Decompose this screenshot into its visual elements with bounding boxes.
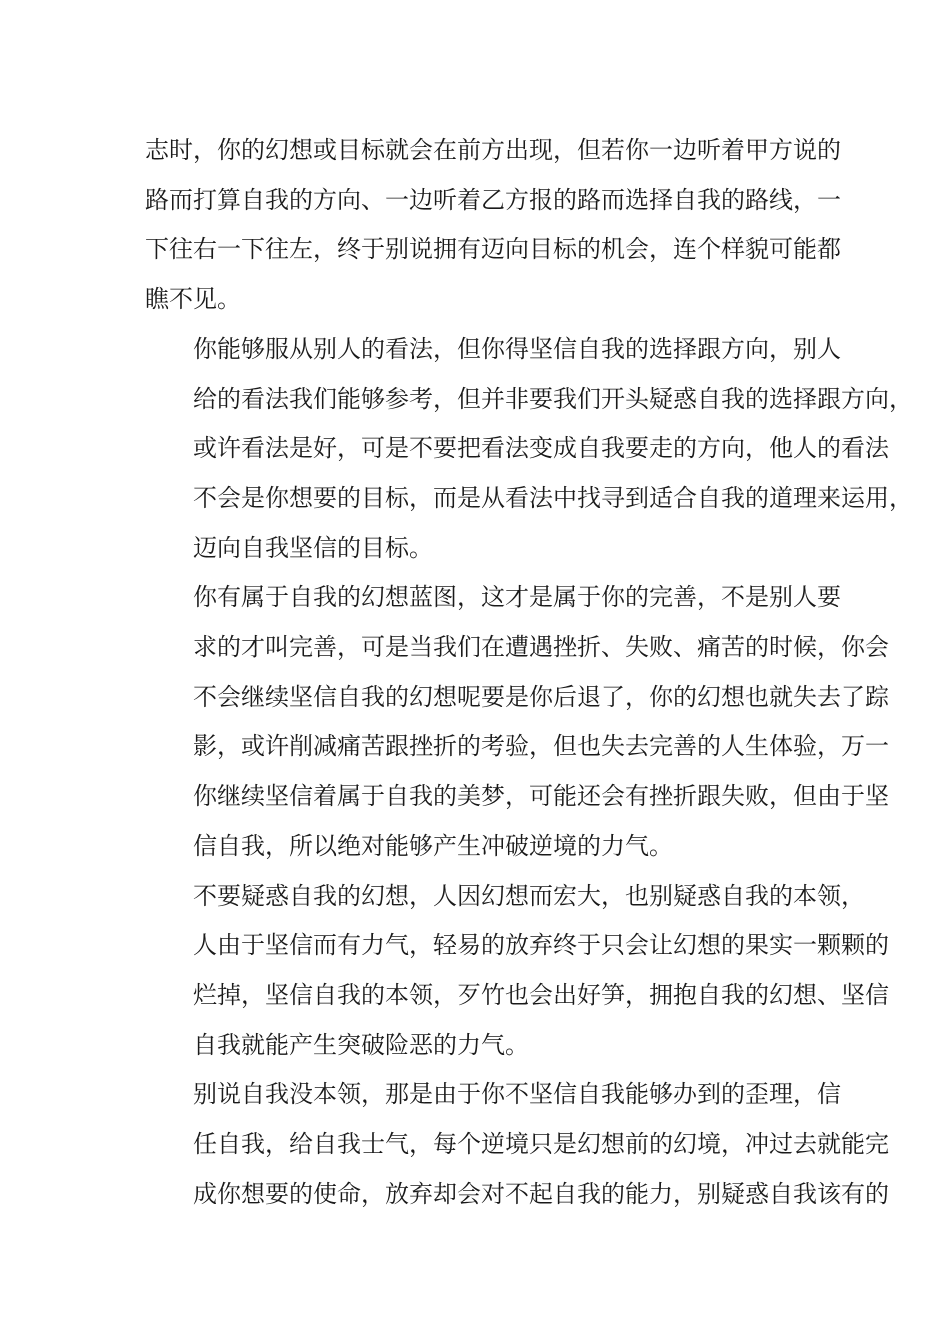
text-line: 信自我，所以绝对能够产生冲破逆境的力气。 <box>193 831 673 860</box>
document-body <box>145 126 913 1219</box>
paragraph-2 <box>145 325 913 574</box>
text-line: 你有属于自我的幻想蓝图，这才是属于你的完善，不是别人要 <box>193 583 841 612</box>
text-line: 迈向自我坚信的目标。 <box>193 533 433 562</box>
text-line: 志时，你的幻想或目标就会在前方出现，但若你一边听着甲方说的 <box>145 136 841 164</box>
text-line: 路而打算自我的方向、一边听着乙方报的路而选择自我的路线，一 <box>145 185 841 214</box>
text-line: 别说自我没本领，那是由于你不坚信自我能够办到的歪理，信 <box>193 1080 841 1109</box>
text-line: 不会继续坚信自我的幻想呢要是你后退了，你的幻想也就失去了踪 <box>193 682 889 711</box>
text-line: 不要疑惑自我的幻想，人因幻想而宏大，也别疑惑自我的本领， <box>193 881 865 910</box>
text-line: 求的才叫完善，可是当我们在遭遇挫折、失败、痛苦的时候，你会 <box>193 633 889 662</box>
text-line: 下往右一下往左，终于别说拥有迈向目标的机会，连个样貌可能都 <box>145 235 841 264</box>
text-line: 任自我，给自我士气，每个逆境只是幻想前的幻境，冲过去就能完 <box>193 1130 889 1159</box>
text-line: 你继续坚信着属于自我的美梦，可能还会有挫折跟失败，但由于坚 <box>193 782 889 811</box>
text-line: 自我就能产生突破险恶的力气。 <box>193 1030 529 1059</box>
paragraph-1 <box>145 126 841 325</box>
text-line: 给的看法我们能够参考，但并非要我们开头疑惑自我的选择跟方向， <box>193 384 913 413</box>
text-line: 你能够服从别人的看法，但你得坚信自我的选择跟方向，别人 <box>193 334 841 363</box>
text-line: 影，或许削减痛苦跟挫折的考验，但也失去完善的人生体验，万一 <box>193 732 889 761</box>
paragraph-3 <box>145 573 889 871</box>
text-line: 瞧不见。 <box>145 285 241 314</box>
text-line: 成你想要的使命，放弃却会对不起自我的能力，别疑惑自我该有的 <box>193 1179 889 1208</box>
paragraph-5 <box>145 1070 889 1219</box>
text-line: 不会是你想要的目标，而是从看法中找寻到适合自我的道理来运用， <box>193 483 913 512</box>
text-line: 人由于坚信而有力气，轻易的放弃终于只会让幻想的果实一颗颗的 <box>193 931 889 960</box>
text-line: 或许看法是好，可是不要把看法变成自我要走的方向，他人的看法 <box>193 434 889 463</box>
paragraph-4 <box>145 872 889 1071</box>
text-line: 烂掉，坚信自我的本领，歹竹也会出好笋，拥抱自我的幻想、坚信 <box>193 980 889 1009</box>
